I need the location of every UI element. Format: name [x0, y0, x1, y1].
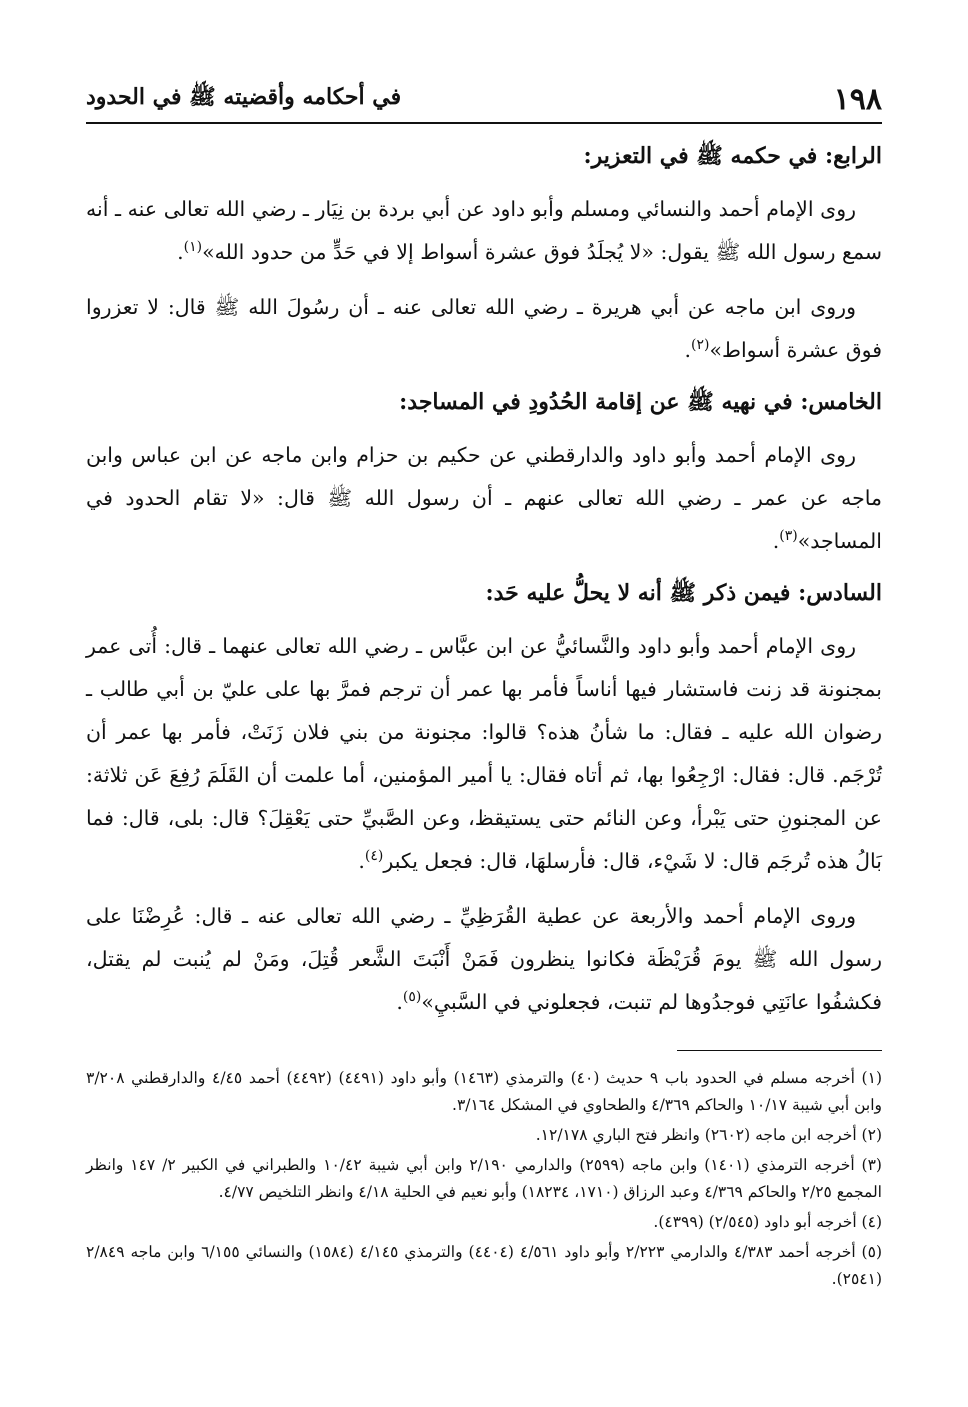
running-title: في أحكامه وأقضيته ﷺ في الحدود: [86, 84, 402, 110]
section-heading: السادس: فيمن ذكر ﷺ أنه لا يحلُّ عليه حَد:: [485, 580, 882, 606]
footnote-marker: (٢): [690, 337, 710, 354]
footnote-5: (٥) أخرجه أحمد ٤/٣٨٣ والدارمي ٢/٢٢٣ وأبو داود ٤/٥٦١ (٤٤٠٤) والترمذي ٤/١٤٥ (١٥٨٤) والنسائي ٦/١٥٥ وابن ماجه ٢/٨٤٩ (٢٥٤١).: [86, 1243, 882, 1288]
page-number: ١٩٨: [833, 81, 882, 117]
footnote-3: (٣) أخرجه الترمذي (١٤٠١) وابن ماجه (٢٥٩٩) والدارمي ٢/١٩٠ وابن أبي شيبة ١٠/٤٢ والطبراني في الكبير ٢/ ١٤٧ وانظر المجمع ٢/٢٥ والحاكم ٤/٣٦٩ وعبد الرزاق (١٧١٠، ١٨٢٣٤) وأبو نعيم في الحلية ٤/١٨ وانظر التلخيص ٤/٧٧.: [86, 1156, 882, 1201]
paragraph: روى الإمام أحمد وأبو داود والدارقطني عن حكيم بن حزام وابن ماجه عن ابن عباس وابن ماجه عن عمر ـ رضي الله تعالى عنهم ـ أن رسول الله ﷺ قال: «لا تقام الحدود في المساجد»$^{(٣)}$.: [86, 443, 882, 553]
footnote-4: (٤) أخرجه أبو داود (٢/٥٤٥) (٤٣٩٩).: [653, 1213, 882, 1231]
footnote-divider: [677, 1050, 882, 1051]
footnote-marker: (٥): [402, 989, 422, 1006]
paragraph: روى الإمام أحمد والنسائي ومسلم وأبو داود عن أبي بردة بن نِيَار ـ رضي الله تعالى عنه ـ أنه سمع رسول الله ﷺ يقول: «لا يُجلَدُ فوق عشرة أسواط إلا في حَدٍّ من حدود الله»$^{(١)}$.: [86, 197, 882, 264]
footnote-marker: (٤): [364, 848, 384, 865]
paragraph: روى الإمام أحمد وأبو داود والنَّسائيُّ عن ابن عبَّاس ـ رضي الله تعالى عنهما ـ قال: أُتى عمر بمجنونة قد زنت فاستشار فيها أناساً فأمر بها عمر أن ترجم فمرَّ بها على عليّ بن أبي طالب ـ رضوان الله عليه ـ فقال: ما شأنُ هذه؟ قالوا: مجنونة من بني فلان زَنَتْ، فأمر بها عمر أن تُرْجَم. قال: فقال: ارْجِعُوا بها، ثم أتاه فقال: يا أمير المؤمنين، أما علمت أن القَلَمَ رُفِعَ عَن ثلاثة: عن المجنونِ حتى يَبْرأ، وعن النائم حتى يستيقظ، وعن الصَّبيِّ حتى يَعْقِلَ؟ قال: بلى، قال: فما بَالُ هذه تُرجَم قال: لا شَيْء، قال: فأرسلهَا، قال: فجعل يكبر$^{(٤)}$.: [86, 634, 882, 873]
footnote-2: (٢) أخرجه ابن ماجه (٢٦٠٢) وانظر فتح الباري ١٢/١٧٨.: [535, 1126, 882, 1144]
page-body: [86, 138, 882, 1296]
section-mosques: [86, 384, 882, 563]
section-heading: الرابع: في حكمه ﷺ في التعزير:: [583, 143, 882, 169]
footnote-marker: (٣): [779, 528, 798, 545]
page-header: [86, 78, 882, 120]
section-tazir: [86, 138, 882, 372]
footnote-marker: (١): [183, 239, 203, 256]
paragraph: وروى الإمام أحمد والأربعة عن عطية القُرَظِيِّ ـ رضي الله تعالى عنه ـ قال: عُرِضْنَا على رسول الله ﷺ يومَ قُرَيْظَة فكانوا ينظرون فَمَنْ أَنْبَتَ الشَّعر قُتِلَ، ومَنْ لم يُنبت لم يقتل، فكشفُوا عانَتِي فوجدُوها لم تنبت، فجعلوني في السَّبيِ»$^{(٥)}$.: [86, 904, 882, 1014]
paragraph: وروى ابن ماجه عن أبي هريرة ـ رضي الله تعالى عنه ـ أن رسُولَ الله ﷺ قال: لا تعزروا فوق عشرة أسواط»$^{(٢)}$.: [86, 295, 882, 362]
section-no-hadd: [86, 575, 882, 1024]
footnote-1: (١) أخرجه مسلم في الحدود باب ٩ حديث (٤٠) والترمذي (١٤٦٣) وأبو داود (٤٤٩١) (٤٤٩٢) أحمد ٤/٤٥ والدارقطني ٣/٢٠٨ وابن أبي شيبة ١٠/١٧ والحاكم ٤/٣٦٩ والطحاوي في المشكل ٣/١٦٤.: [86, 1069, 882, 1114]
header-divider: [86, 122, 882, 124]
section-heading: الخامس: في نهيه ﷺ عن إقامة الحُدُودِ في المساجد:: [399, 389, 882, 415]
footnotes: [86, 1050, 882, 1293]
